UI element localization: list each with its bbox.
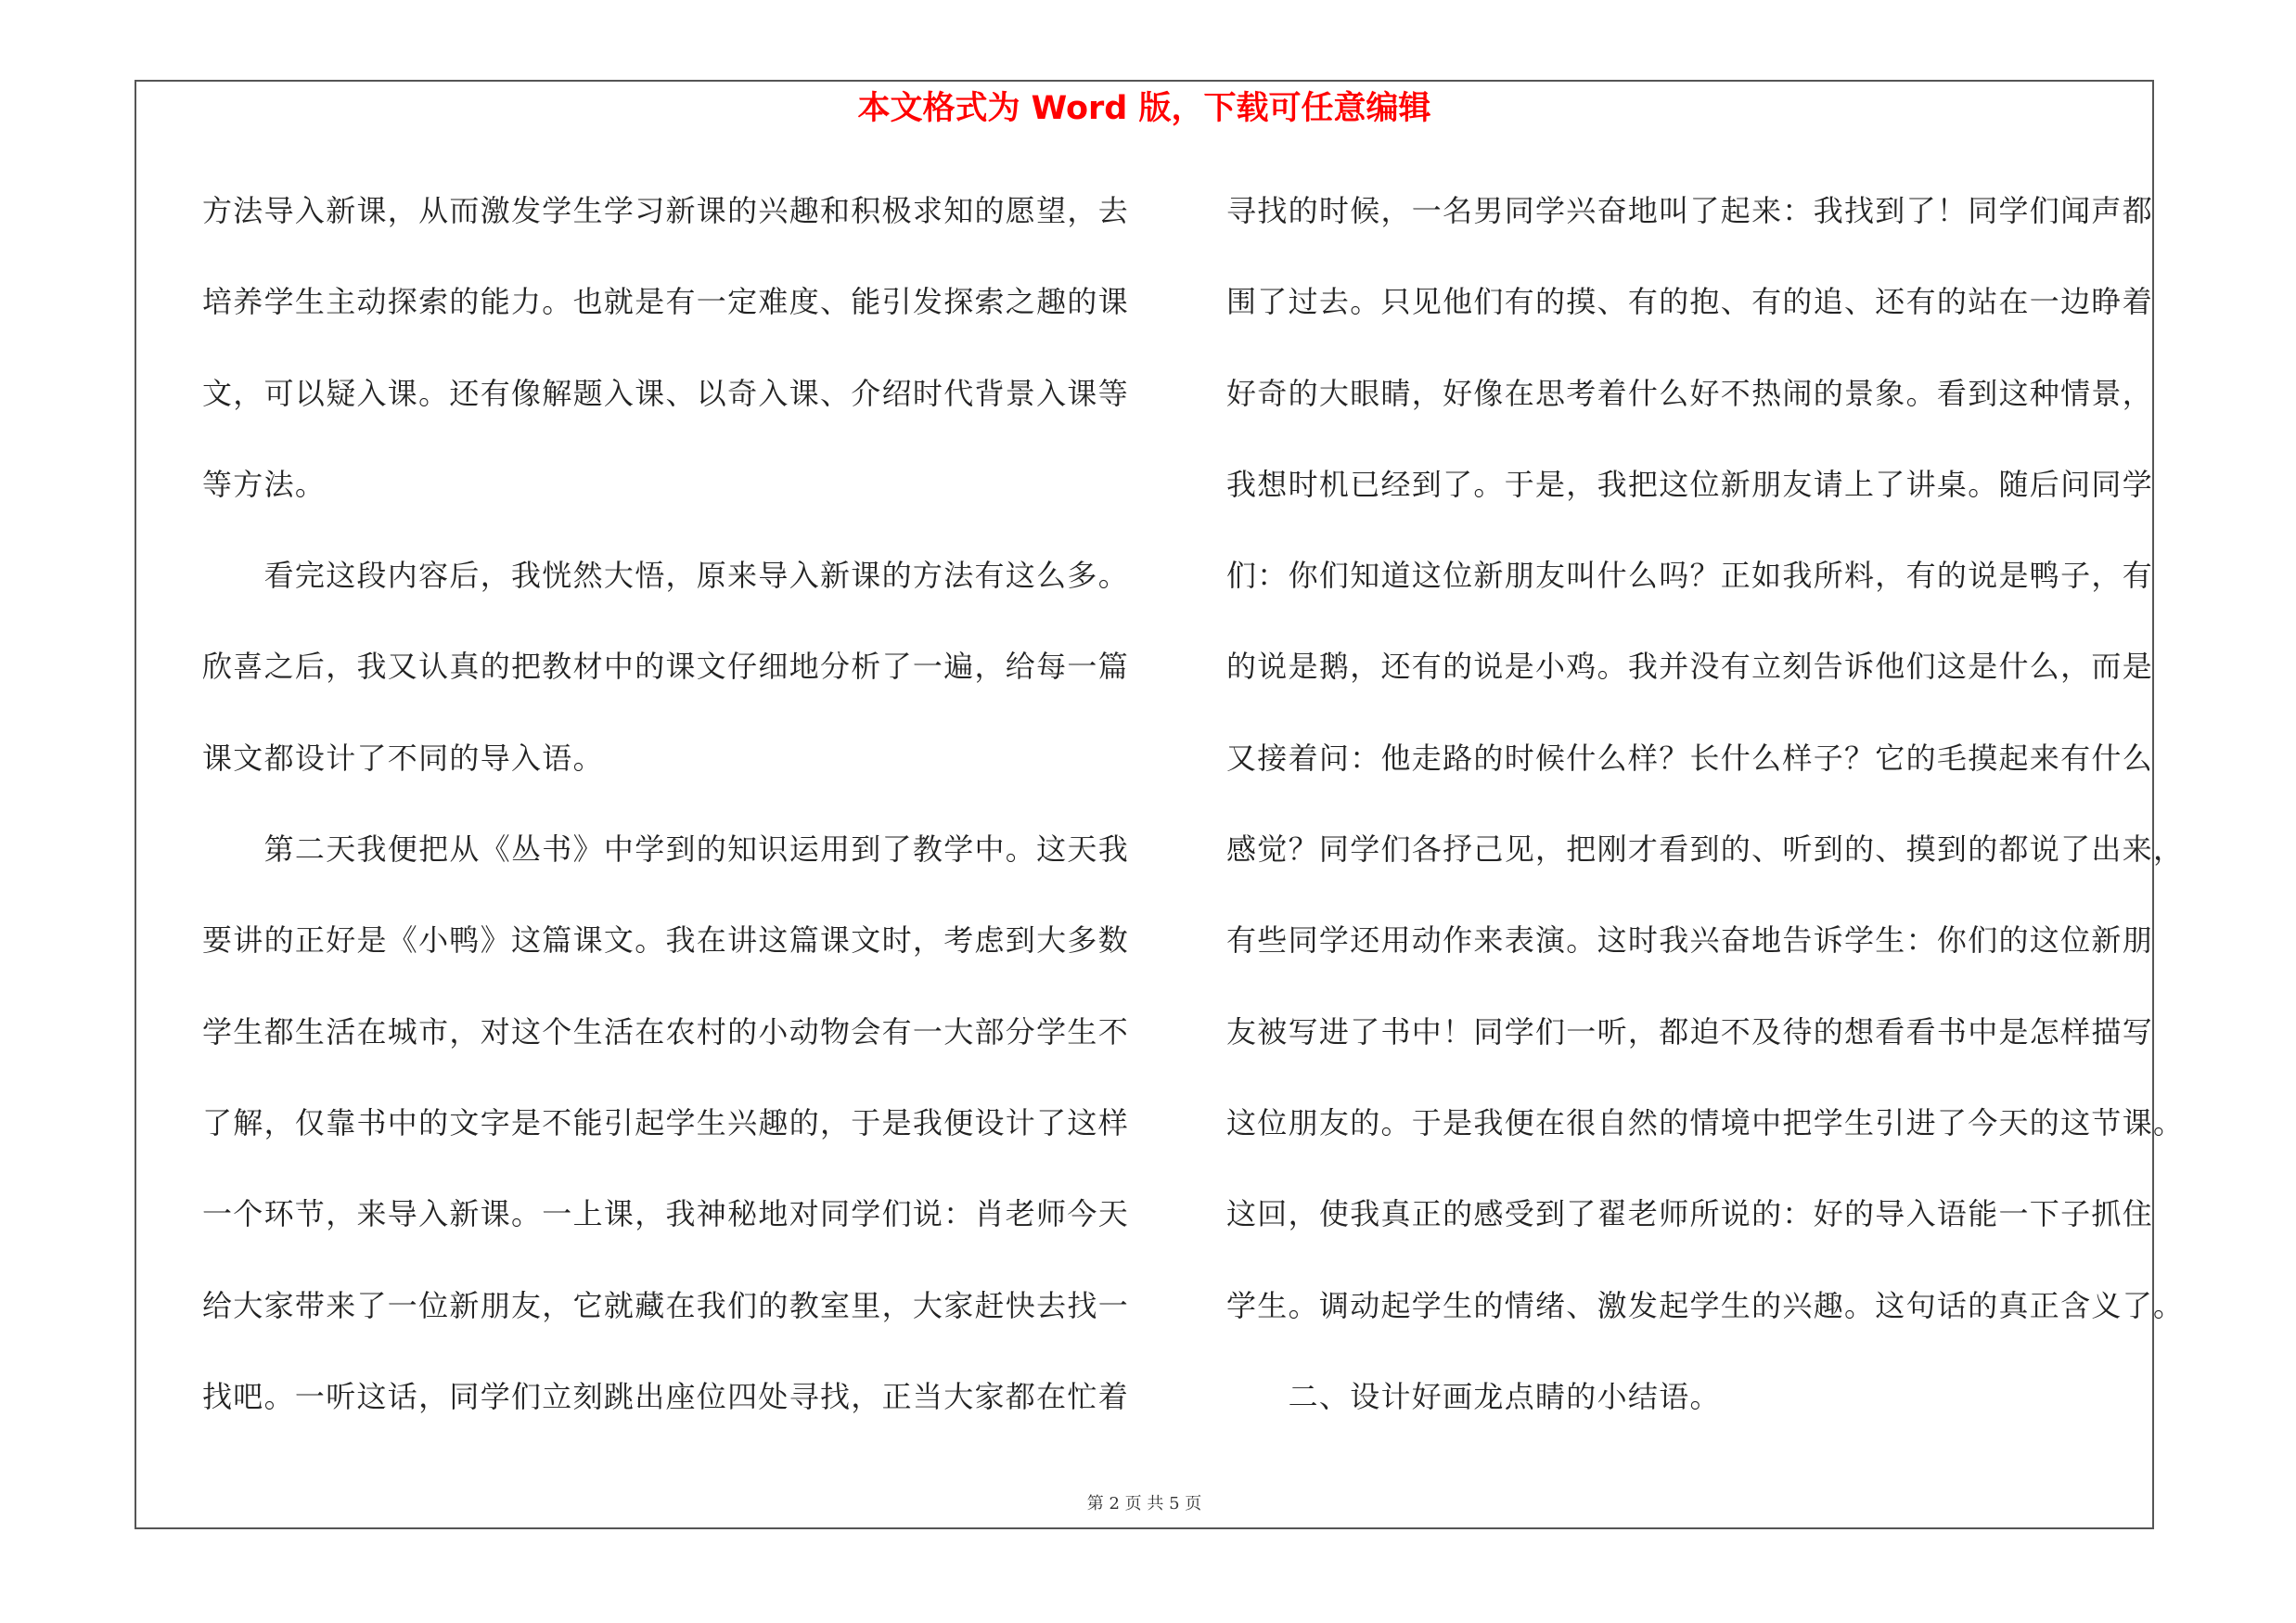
text-line: 又接着问：他走路的时候什么样？长什么样子？它的毛摸起来有什么 [1226, 740, 2154, 776]
text-line: 要讲的正好是《小鸭》这篇课文。我在讲这篇课文时，考虑到大多数 [202, 922, 1130, 959]
text-line: 这回，使我真正的感受到了翟老师所说的：好的导入语能一下子抓住 [1226, 1196, 2154, 1232]
text-line: 学生都生活在城市，对这个生活在农村的小动物会有一大部分学生不 [202, 1013, 1130, 1050]
text-line: 的说是鹅，还有的说是小鸡。我并没有立刻告诉他们这是什么，而是 [1226, 649, 2154, 685]
text-line: 方法导入新课，从而激发学生学习新课的兴趣和积极求知的愿望，去 [202, 193, 1130, 228]
format-notice-banner: 本文格式为 Word 版，下载可任意编辑 [857, 90, 1431, 127]
text-line: 文，可以疑入课。还有像解题入课、以奇入课、介绍时代背景入课等 [202, 375, 1130, 411]
text-line: 我想时机已经到了。于是，我把这位新朋友请上了讲桌。随后问同学 [1226, 466, 2154, 502]
page-number-footer: 第 2 页 共 5 页 [1086, 1494, 1202, 1514]
text-line: 欣喜之后，我又认真的把教材中的课文仔细地分析了一遍，给每一篇 [202, 649, 1130, 685]
text-line: 一个环节，来导入新课。一上课，我神秘地对同学们说：肖老师今天 [202, 1196, 1130, 1232]
text-line: 友被写进了书中！同学们一听，都迫不及待的想看看书中是怎样描写 [1226, 1013, 2154, 1050]
text-line: 第二天我便把从《丛书》中学到的知识运用到了教学中。这天我 [202, 831, 1130, 868]
text-line: 寻找的时候，一名男同学兴奋地叫了起来：我找到了！同学们闻声都 [1226, 193, 2154, 228]
section-heading: 二、设计好画龙点睛的小结语。 [1226, 1378, 1721, 1414]
text-line: 课文都设计了不同的导入语。 [202, 740, 604, 776]
text-line: 找吧。一听这话，同学们立刻跳出座位四处寻找，正当大家都在忙着 [202, 1378, 1130, 1414]
right-text-column [1226, 183, 2185, 1460]
text-line: 了解，仅靠书中的文字是不能引起学生兴趣的，于是我便设计了这样 [202, 1104, 1130, 1140]
text-line: 给大家带来了一位新朋友，它就藏在我们的教室里，大家赶快去找一 [202, 1287, 1130, 1323]
left-text-column [202, 183, 1130, 1460]
text-line: 培养学生主动探索的能力。也就是有一定难度、能引发探索之趣的课 [202, 284, 1130, 320]
text-line: 有些同学还用动作来表演。这时我兴奋地告诉学生：你们的这位新朋 [1226, 922, 2154, 959]
text-line: 围了过去。只见他们有的摸、有的抱、有的追、还有的站在一边睁着 [1226, 284, 2154, 320]
text-line: 感觉？同学们各抒己见，把刚才看到的、听到的、摸到的都说了出来， [1226, 831, 2185, 868]
text-line: 好奇的大眼睛，好像在思考着什么好不热闹的景象。看到这种情景， [1226, 375, 2154, 411]
text-line: 们：你们知道这位新朋友叫什么吗？正如我所料，有的说是鸭子，有 [1226, 558, 2154, 594]
text-line: 这位朋友的。于是我便在很自然的情境中把学生引进了今天的这节课。 [1226, 1104, 2185, 1140]
text-line: 看完这段内容后，我恍然大悟，原来导入新课的方法有这么多。 [202, 558, 1130, 594]
text-line: 等方法。 [202, 466, 327, 502]
text-line: 学生。调动起学生的情绪、激发起学生的兴趣。这句话的真正含义了。 [1226, 1287, 2185, 1323]
